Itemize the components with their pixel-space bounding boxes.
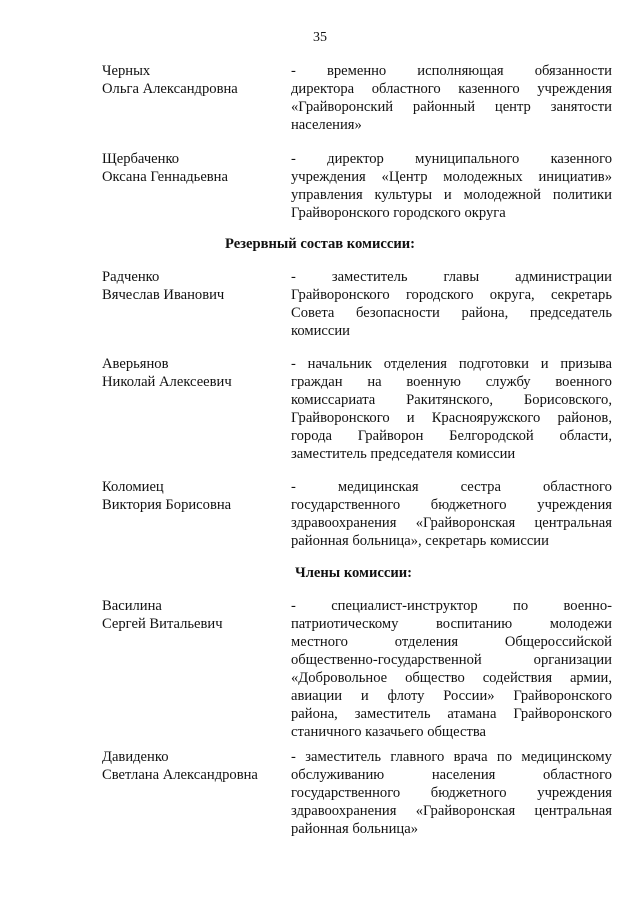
position-line: районная больница», секретарь комиссии — [291, 533, 549, 549]
page-number: 35 — [313, 30, 327, 45]
member-given-names: Оксана Геннадьевна — [102, 169, 228, 185]
position-line: Грайворонского городского округа, секретарь — [291, 287, 612, 303]
member-position — [291, 748, 612, 838]
member-name — [102, 597, 282, 633]
position-line: комиссариата Ракитянского, Борисовского, — [291, 392, 612, 408]
member-surname: Давиденко — [102, 749, 169, 765]
position-line: районная больница» — [291, 821, 419, 837]
position-line: - медицинская сестра областного — [291, 479, 612, 495]
position-line: общественно-государственной организации — [291, 652, 612, 668]
member-given-names: Николай Алексеевич — [102, 374, 232, 390]
member-position — [291, 268, 612, 340]
member-surname: Василина — [102, 598, 162, 614]
position-line: комиссии — [291, 323, 350, 339]
member-given-names: Вячеслав Иванович — [102, 287, 225, 303]
position-line: - заместитель главного врача по медицинскому — [291, 749, 612, 765]
position-line: города Грайворон Белгородской области, — [291, 428, 612, 444]
position-line: Совета безопасности района, председатель — [291, 305, 612, 321]
member-given-names: Светлана Александровна — [102, 767, 258, 783]
position-line: здравоохранения «Грайворонская центральная — [291, 803, 612, 819]
position-line: государственного бюджетного учреждения — [291, 785, 612, 801]
position-line: - заместитель главы администрации — [291, 269, 612, 285]
member-surname: Коломиец — [102, 479, 164, 495]
section-heading: Члены комиссии: — [295, 565, 413, 581]
position-line: - временно исполняющая обязанности — [291, 63, 612, 79]
position-line: учреждения «Центр молодежных инициатив» — [291, 169, 612, 185]
position-line: здравоохранения «Грайворонская центральная — [291, 515, 612, 531]
member-surname: Черных — [102, 63, 151, 79]
member-given-names: Виктория Борисовна — [102, 497, 232, 513]
member-name — [102, 268, 282, 304]
position-line: «Грайворонский районный центр занятости — [291, 99, 612, 115]
position-line: государственного бюджетного учреждения — [291, 497, 612, 513]
position-line: - специалист-инструктор по военно- — [291, 598, 612, 614]
section-heading: Резервный состав комиссии: — [224, 236, 416, 252]
member-name — [102, 355, 282, 391]
position-line: заместитель председателя комиссии — [291, 446, 516, 462]
position-line: патриотическому воспитанию молодежи — [291, 616, 612, 632]
member-name — [102, 62, 282, 98]
position-line: авиации и флоту России» Грайворонского — [291, 688, 612, 704]
position-line: директора областного казенного учреждения — [291, 81, 612, 97]
member-position — [291, 150, 612, 222]
member-given-names: Сергей Витальевич — [102, 616, 223, 632]
position-line: станичного казачьего общества — [291, 724, 487, 740]
position-line: Грайворонского городского округа — [291, 205, 506, 221]
member-surname: Аверьянов — [102, 356, 169, 372]
member-position — [291, 355, 612, 463]
member-position — [291, 62, 612, 134]
position-line: района, заместитель атамана Грайворонского — [291, 706, 612, 722]
position-line: - директор муниципального казенного — [291, 151, 612, 167]
member-position — [291, 478, 612, 550]
member-surname: Радченко — [102, 269, 160, 285]
position-line: - начальник отделения подготовки и призыва — [291, 356, 612, 372]
member-position — [291, 597, 612, 741]
position-line: управления культуры и молодежной политики — [291, 187, 612, 203]
position-line: «Добровольное общество содействия армии, — [291, 670, 612, 686]
member-name — [102, 150, 282, 186]
position-line: местного отделения Общероссийской — [291, 634, 612, 650]
member-name — [102, 748, 282, 784]
position-line: Грайворонского и Краснояружского районов, — [291, 410, 612, 426]
position-line: населения» — [291, 117, 362, 133]
member-surname: Щербаченко — [102, 151, 180, 167]
member-given-names: Ольга Александровна — [102, 81, 238, 97]
member-name — [102, 478, 282, 514]
position-line: обслуживанию населения областного — [291, 767, 612, 783]
position-line: граждан на военную службу военного — [291, 374, 612, 390]
